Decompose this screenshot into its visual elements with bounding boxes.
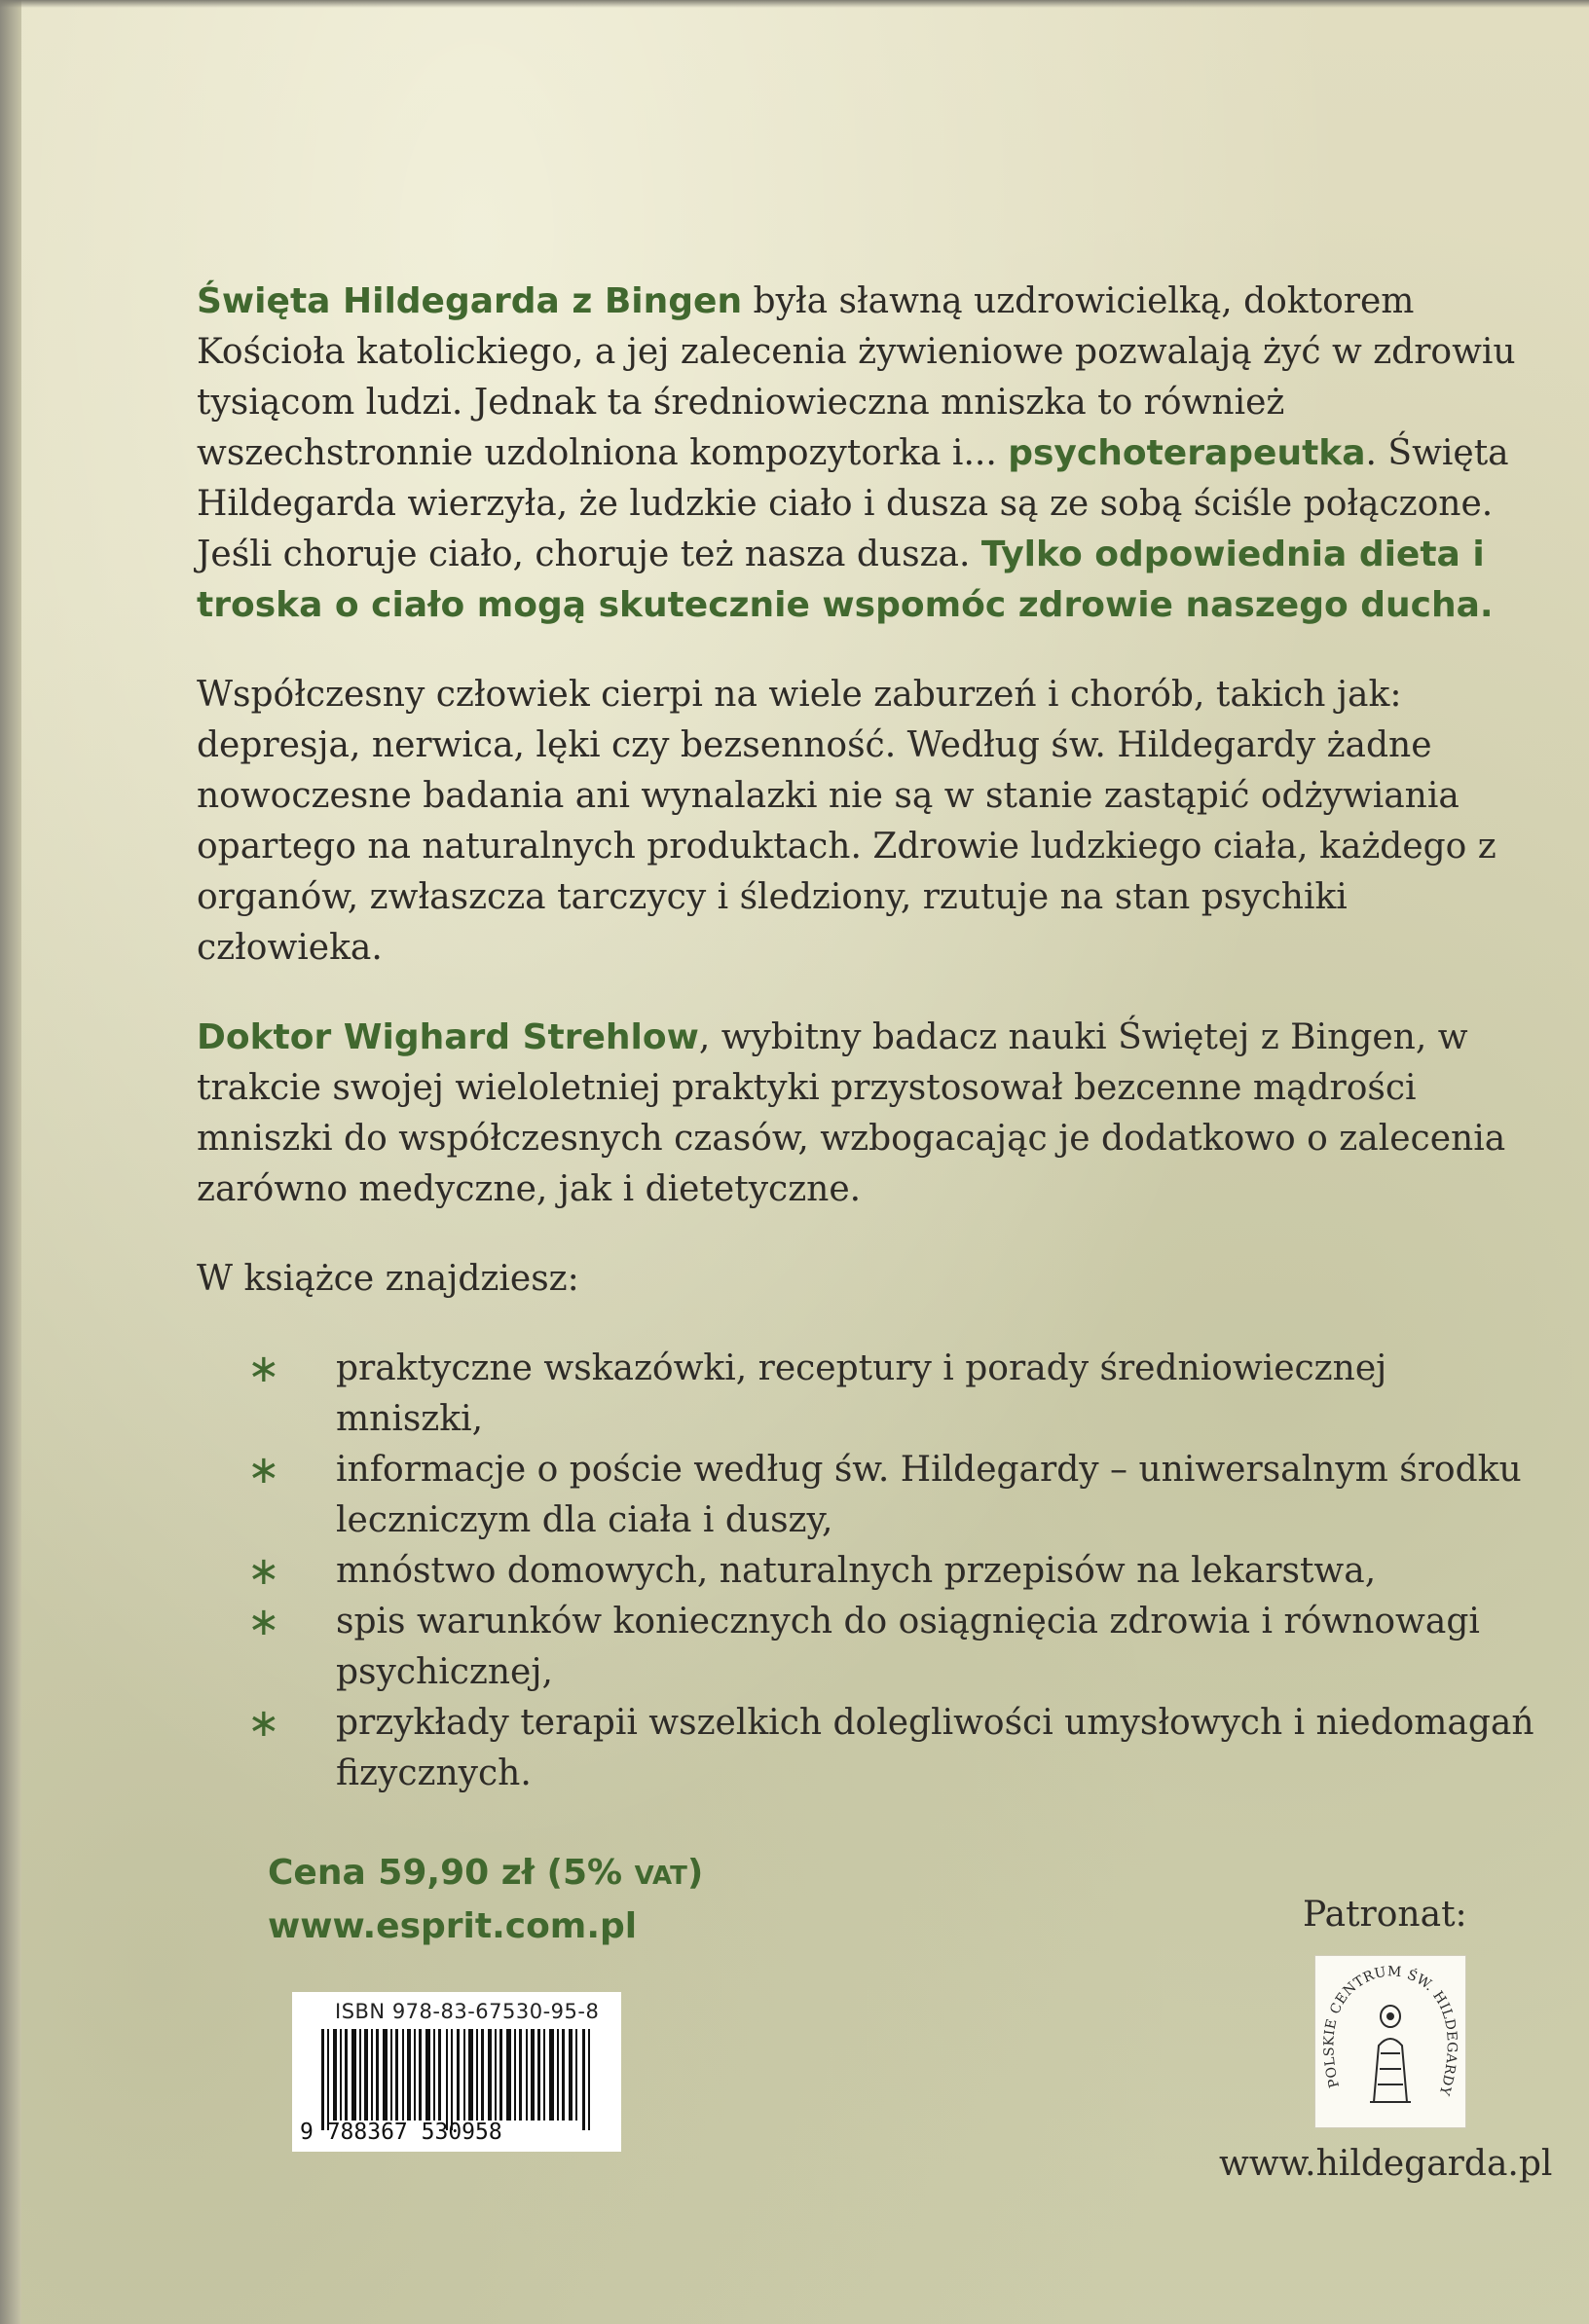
hildegard-centre-logo: [1314, 1955, 1466, 2128]
price-close: ): [686, 1853, 704, 1893]
hildegarda-url: www.hildegarda.pl: [1219, 2144, 1553, 2184]
highlight-strehlow: Doktor Wighard Strehlow: [197, 1017, 699, 1057]
paragraph-strehlow: [197, 1013, 1540, 1215]
paragraph-1-text-a: była sławną uzdrowicielką, doktorem Kościoła katolickiego, a jej zalecenia żywieniowe pozwalają żyć w zdrowiu tysiącom ludzi. Jednak ta średniowieczna mniszka to również wszechstronnie uzdolniona kompozytorka i...: [197, 281, 1516, 473]
paragraph-modern-man: Współczesny człowiek cierpi na wiele zaburzeń i chorób, takich jak: depresja, nerwica, lęki czy bezsenność. Według św. Hildegardy żadne nowoczesne badania ani wynalazki nie są w stanie zastąpić odżywiania opartego na naturalnych produktach. Zdrowie ludzkiego ciała, każdego z organów, zwłaszcza tarczycy i śledziony, rzutuje na stan psychiki człowieka.: [197, 675, 1497, 968]
asterisk-bullet-icon: ∗: [247, 1600, 280, 1644]
svg-text:POLSKIE CENTRUM ŚW. HILDEGARDY: [1321, 1964, 1460, 2097]
feature-text: praktyczne wskazówki, receptury i porady średniowiecznej mniszki,: [336, 1348, 1387, 1439]
highlight-dieta: Tylko odpowiednia dieta i troska o ciało mogą skutecznie wspomóc zdrowie naszego ducha.: [197, 535, 1494, 625]
blurb-text: [197, 277, 1540, 1799]
patronat-label: Patronat:: [1303, 1895, 1467, 1935]
price-label: Cena 59,90 zł (5%: [268, 1853, 635, 1893]
vat-label: VAT: [634, 1862, 687, 1891]
feature-text: spis warunków koniecznych do osiągnięcia zdrowia i równowagi psychicznej,: [336, 1602, 1480, 1692]
feature-item: [197, 1445, 1540, 1546]
paragraph-1-text-b: . Święta Hildegarda wierzyła, że ludzkie ciało i dusza są ze sobą ściśle połączone. Jeśli choruje ciało, choruje też nasza dusza.: [197, 433, 1509, 574]
logo-arc-text: POLSKIE CENTRUM ŚW. HILDEGARDY: [1321, 1964, 1460, 2098]
paragraph-3-text: , wybitny badacz nauki Świętej z Bingen, w trakcie swojej wieloletniej praktyki przystosował bezcenne mądrości mniszki do współczesnych czasów, wzbogacając je dodatkowo o zalecenia zarówno medyczne, jak i dietetyczne.: [197, 1017, 1506, 1209]
hildegard-seal-icon: [1315, 1956, 1465, 2127]
asterisk-bullet-icon: ∗: [247, 1549, 280, 1594]
feature-item: [197, 1344, 1540, 1445]
highlight-psychoterapeutka: psychoterapeutka: [1008, 433, 1366, 473]
features-intro: W książce znajdziesz:: [197, 1259, 579, 1299]
feature-text: mnóstwo domowych, naturalnych przepisów na lekarstwa,: [336, 1551, 1377, 1591]
price-block: [268, 1848, 755, 1952]
feature-item: [197, 1597, 1540, 1698]
feature-item: [197, 1698, 1540, 1799]
isbn-text: ISBN 978-83-67530-95-8: [335, 2000, 600, 2023]
isbn-digits: 9 788367 530958: [300, 2120, 502, 2145]
feature-text: informacje o poście według św. Hildegardy – uniwersalnym środku leczniczym dla ciała i duszy,: [336, 1450, 1522, 1540]
isbn-barcode: [292, 1992, 621, 2152]
asterisk-bullet-icon: ∗: [247, 1448, 280, 1493]
feature-item: [197, 1546, 1540, 1597]
asterisk-bullet-icon: ∗: [247, 1701, 280, 1746]
publisher-url: www.esprit.com.pl: [268, 1906, 638, 1946]
highlight-hildegarda: Święta Hildegarda z Bingen: [197, 281, 743, 321]
price-line: [268, 1848, 755, 1901]
paragraph-hildegarda: [197, 277, 1540, 631]
feature-text: przykłady terapii wszelkich dolegliwości umysłowych i niedomagań fizycznych.: [336, 1703, 1534, 1793]
asterisk-bullet-icon: ∗: [247, 1346, 280, 1391]
features-list: [197, 1344, 1540, 1799]
